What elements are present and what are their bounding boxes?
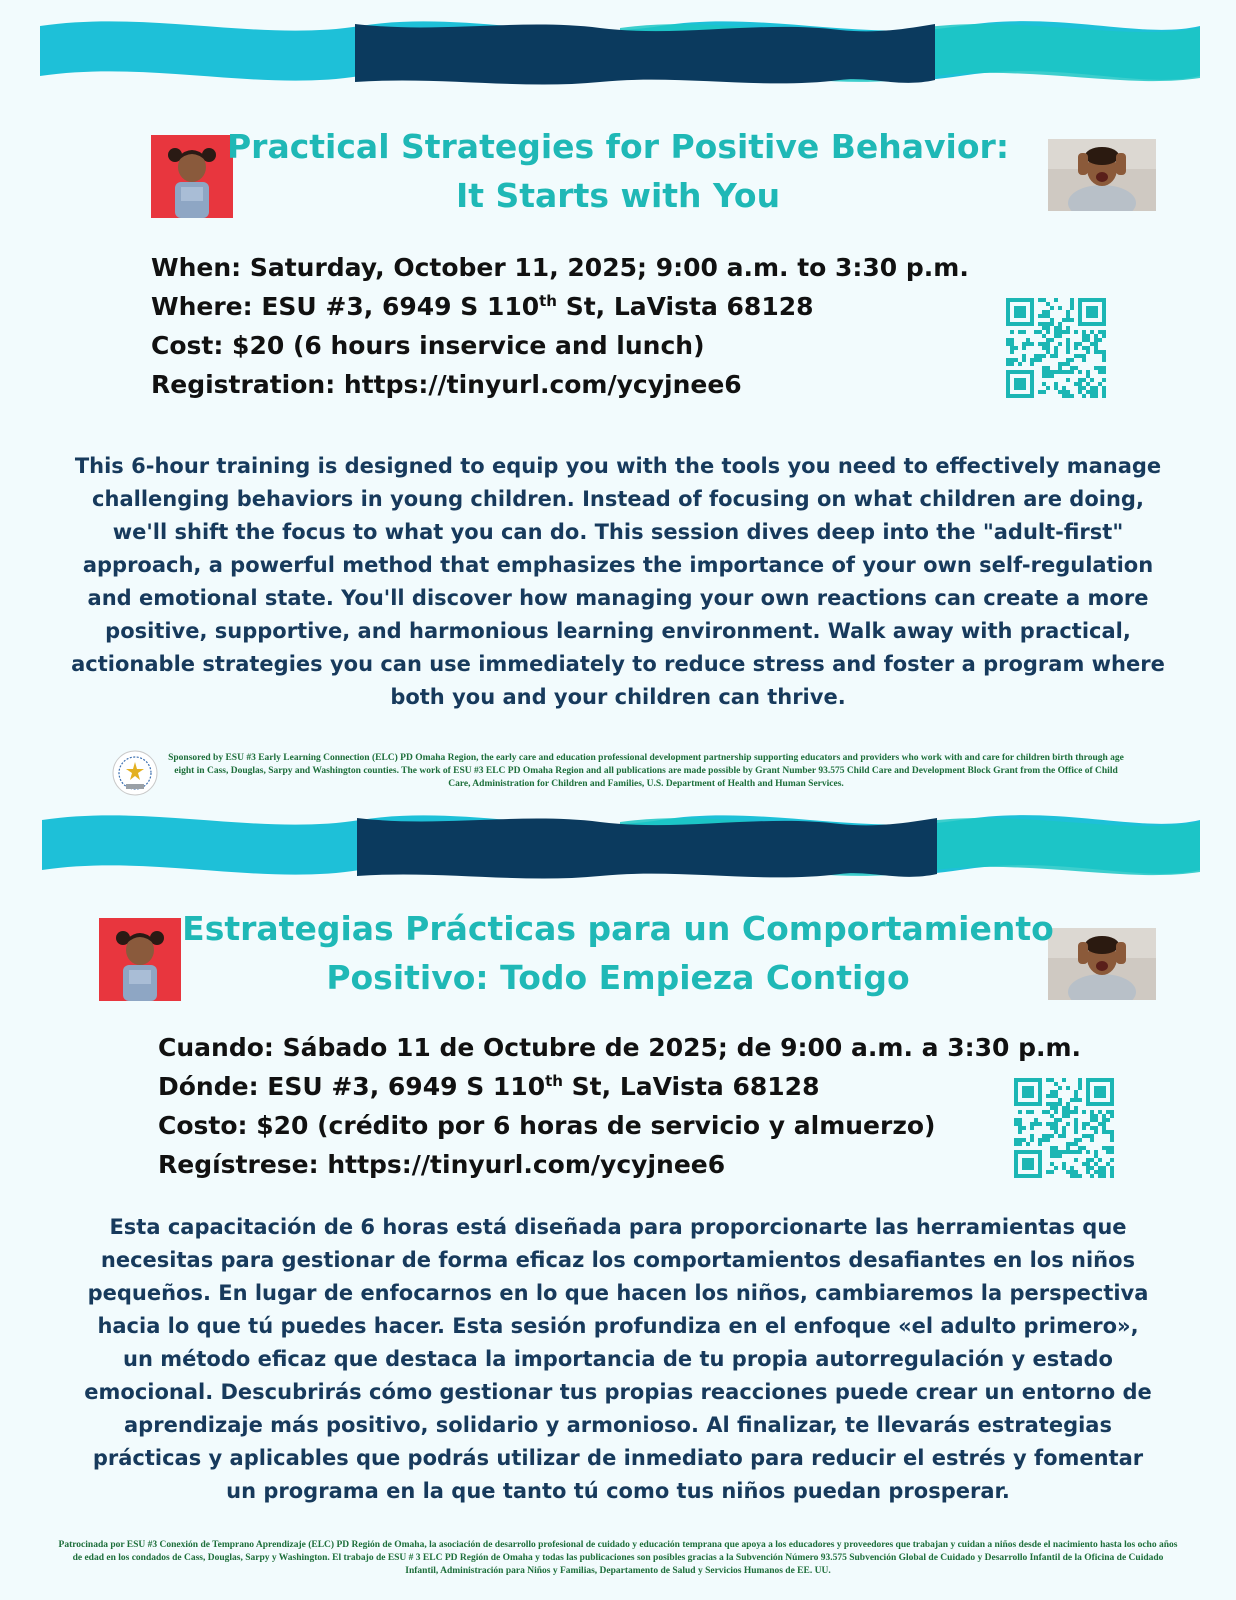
title-line-1: Estrategias Prácticas para un Comportamiento xyxy=(182,909,1054,948)
registration-line[interactable]: Registration: https://tinyurl.com/ycyjnee6 xyxy=(151,370,742,399)
qr-code-registration[interactable] xyxy=(1006,298,1106,398)
elc-logo xyxy=(112,750,158,796)
event-title-es xyxy=(0,904,1236,1002)
qr-code-registration[interactable] xyxy=(1014,1078,1114,1178)
title-line-1: Practical Strategies for Positive Behavior: xyxy=(226,127,1010,166)
cost-line: Costo: $20 (crédito por 6 horas de servicio y almuerzo) xyxy=(158,1111,936,1140)
event-details-en xyxy=(151,248,969,404)
top-wave-banner xyxy=(0,18,1236,128)
when-line: Cuando: Sábado 11 de Octubre de 2025; de 9:00 a.m. a 3:30 p.m. xyxy=(158,1033,1082,1062)
sponsor-statement-en: Sponsored by ESU #3 Early Learning Connection (ELC) PD Omaha Region, the early care and education professional development partnership supporting educators and providers who work with and care for children birth through age eight in Cass, Douglas, Sarpy and Washington counties. The work of ESU #3 ELC PD Omaha Region and all publications are made possible by Grant Number 93.575 Child Care and Development Block Grant from the Office of Child Care, Administration for Children and Families, U.S. Department of Health and Human Services. xyxy=(168,753,1124,789)
where-line: Where: ESU #3, 6949 S 110th St, LaVista 68128 xyxy=(151,292,814,321)
description-en: This 6-hour training is designed to equip you with the tools you need to effectively manage challenging behaviors in young children. Instead of focusing on what children are doing, we'll shift the focus to what you can do. This session dives deep into the "adult-first" approach, a powerful method that emphasizes the importance of your own self-regulation and emotional state. You'll discover how managing your own reactions can create a more positive, supportive, and harmonious learning environment. Walk away with practical, actionable strategies you can use immediately to reduce stress and foster a program where both you and your children can thrive. xyxy=(71,454,1165,709)
registration-line[interactable]: Regístrese: https://tinyurl.com/ycyjnee6 xyxy=(158,1150,726,1179)
sponsor-statement-es: Patrocinada por ESU #3 Conexión de Temprano Aprendizaje (ELC) PD Región de Omaha, la asociación de desarrollo profesional de cuidado y educación temprana que apoya a los educadores y proveedores que trabajan y cuidan a niños desde el nacimiento hasta los ocho años de edad en los condados de Cass, Douglas, Sarpy y Washington. El trabajo de ESU # 3 ELC PD Región de Omaha y todas las publicaciones son posibles gracias a la Subvención Número 93.575 Subvención Global de Cuidado y Desarrollo Infantil de la Oficina de Cuidado Infantil, Administración para Niños y Familias, Departamento de Salud y Servicios Humanos de EE. UU. xyxy=(58,1540,1178,1576)
event-details-es xyxy=(158,1028,1081,1184)
title-line-2: It Starts with You xyxy=(455,176,781,215)
title-line-2: Positivo: Todo Empieza Contigo xyxy=(326,958,910,997)
event-title-en xyxy=(0,122,1236,220)
where-line: Dónde: ESU #3, 6949 S 110th St, LaVista 68128 xyxy=(158,1072,820,1101)
when-line: When: Saturday, October 11, 2025; 9:00 a.m. to 3:30 p.m. xyxy=(151,253,969,282)
cost-line: Cost: $20 (6 hours inservice and lunch) xyxy=(151,331,705,360)
description-es: Esta capacitación de 6 horas está diseñada para proporcionarte las herramientas que necesitas para gestionar de forma eficaz los comportamientos desafiantes en los niños pequeños. En lugar de enfocarnos en lo que hacen los niños, cambiaremos la perspectiva hacia lo que tú puedes hacer. Esta sesión profundiza en el enfoque «el adulto primero», un método eficaz que destaca la importancia de tu propia autorregulación y estado emocional. Descubrirás cómo gestionar tus propias reacciones puede crear un entorno de aprendizaje más positivo, solidario y armonioso. Al finalizar, te llevarás estrategias prácticas y aplicables que podrás utilizar de inmediato para reducir el estrés y fomentar un programa en la que tanto tú como tus niños puedan prosperar. xyxy=(84,1215,1152,1503)
